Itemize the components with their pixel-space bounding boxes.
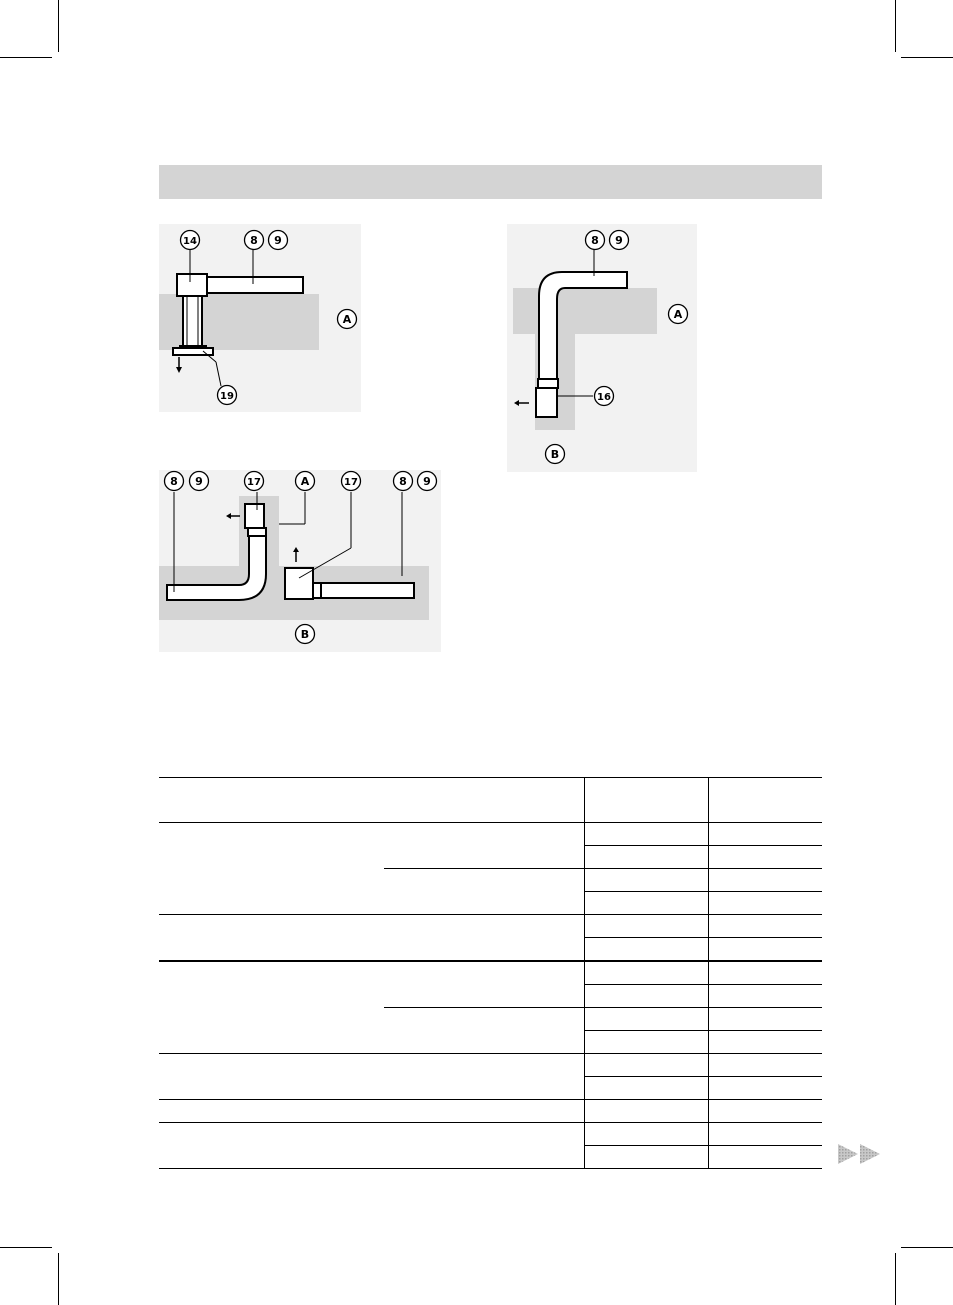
table-cell [159,1100,584,1123]
callout-14: 14 [183,236,197,247]
table-cell [708,869,822,892]
table-row [159,1054,822,1077]
callout-A: A [342,313,352,326]
callout-A: A [673,308,683,321]
table-cell [708,1031,822,1054]
callout-B: B [550,448,560,461]
table-cell [708,1146,822,1169]
table-cell [159,1123,584,1169]
callout-8: 8 [250,234,258,247]
crop-mark [901,1247,953,1248]
table-cell [384,961,584,1008]
table-cell [708,846,822,869]
callout-A: A [300,475,310,488]
table-row [159,1100,822,1123]
crop-mark [0,57,52,58]
diagram-wall-flue [507,224,697,472]
callout-8: 8 [591,234,599,247]
callout-B: B [300,628,310,641]
table-cell [708,1077,822,1100]
table-cell [708,1123,822,1146]
spec-table [159,777,822,1169]
table-cell [384,1008,584,1054]
double-right-arrow-icon [836,1143,882,1170]
table-cell [584,1123,708,1146]
table-cell [708,961,822,985]
crop-mark [58,1253,59,1305]
table-row [159,1123,822,1146]
table-cell [584,892,708,915]
callout-9: 9 [423,475,431,488]
crop-mark [58,0,59,52]
table-cell [584,1100,708,1123]
table-cell [159,915,584,962]
table-cell [159,961,384,1054]
table-cell [584,1077,708,1100]
table-header-cell [584,778,708,823]
callout-19: 19 [220,391,234,402]
diagram-floor-flue [159,470,441,652]
table-cell [708,1054,822,1077]
crop-mark [0,1247,52,1248]
callout-8: 8 [399,475,407,488]
callout-17: 17 [344,477,358,488]
table-cell [584,961,708,985]
table-cell [584,1146,708,1169]
callout-17: 17 [247,477,261,488]
table-row [159,961,822,985]
section-header-bar [159,165,822,199]
table-cell [384,869,584,915]
table-header-cell [159,778,584,823]
table-cell [584,846,708,869]
diagram-vertical-flue [159,224,361,412]
table-cell [584,915,708,938]
table-cell [159,823,384,915]
table-cell [584,1008,708,1031]
crop-mark [901,57,953,58]
table-cell [708,1008,822,1031]
table-cell [584,1054,708,1077]
table-row [159,823,822,846]
table-cell [159,1054,584,1100]
table-cell [584,938,708,962]
table-cell [584,1031,708,1054]
table-cell [708,915,822,938]
callout-8: 8 [170,475,178,488]
table-cell [384,823,584,869]
crop-mark [895,0,896,52]
table-row [159,915,822,938]
table-cell [708,823,822,846]
table-header-row [159,778,822,823]
callout-16: 16 [597,392,611,403]
crop-mark [895,1253,896,1305]
table-cell [584,869,708,892]
table-cell [708,985,822,1008]
callout-9: 9 [615,234,623,247]
callout-9: 9 [274,234,282,247]
table-cell [584,985,708,1008]
table-cell [708,1100,822,1123]
table-cell [708,892,822,915]
callout-9: 9 [195,475,203,488]
table-header-cell [708,778,822,823]
table-cell [708,938,822,962]
table-cell [584,823,708,846]
